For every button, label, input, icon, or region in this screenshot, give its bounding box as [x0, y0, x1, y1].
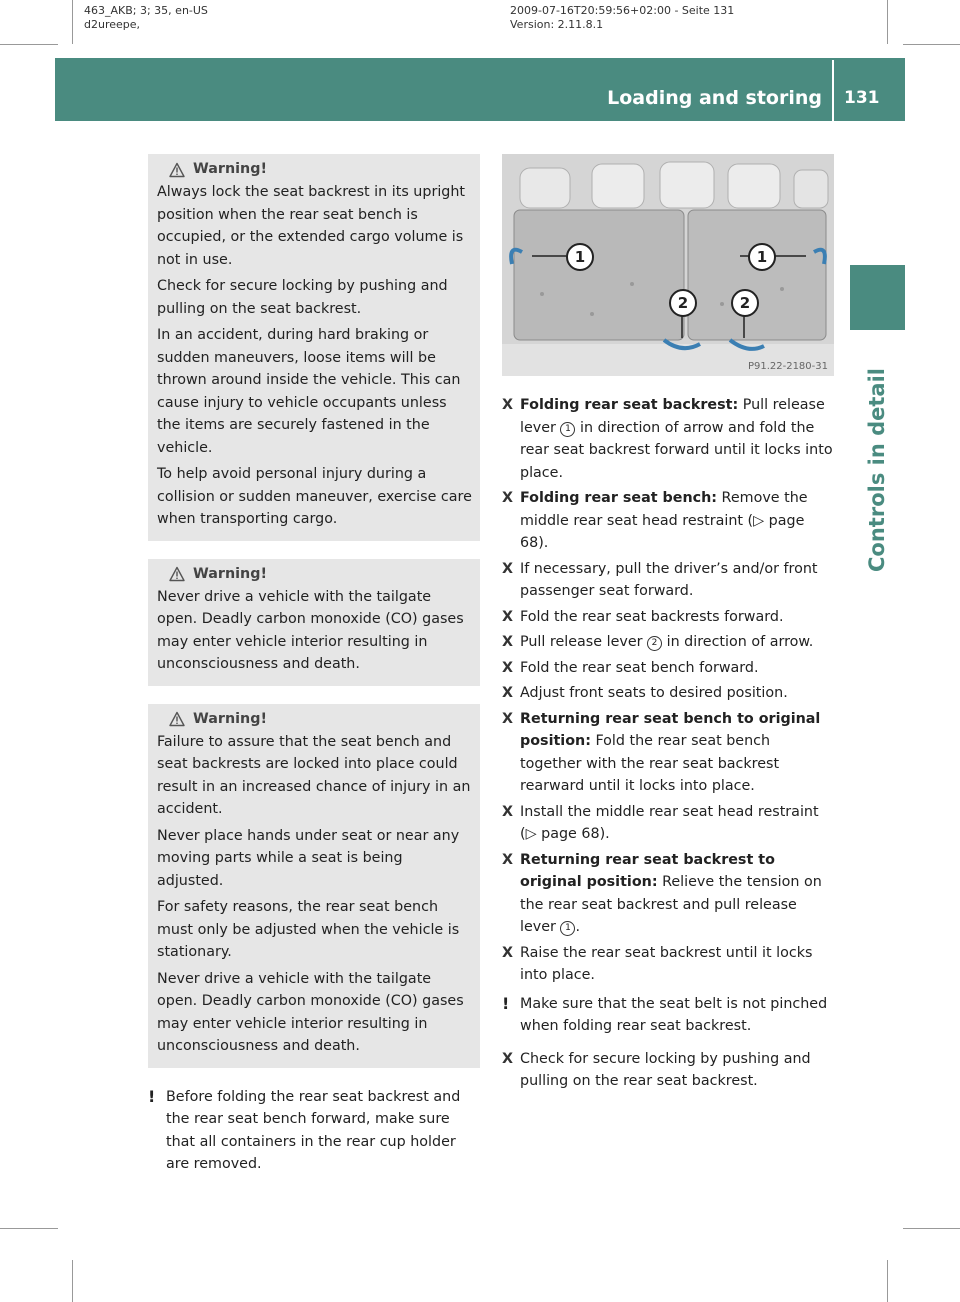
- step-arrow-icon: X: [502, 608, 514, 625]
- step-text: in direction of arrow and fold the rear seat backrest forward until it locks into place.: [520, 419, 833, 481]
- step-arrow-icon: X: [502, 803, 514, 820]
- meta-line: d2ureepe,: [84, 18, 141, 31]
- warning-title: Warning!: [193, 565, 267, 582]
- instruction-step: [502, 558, 834, 603]
- step-heading: Folding rear seat backrest:: [520, 397, 739, 413]
- instruction-step-text: [520, 606, 834, 629]
- meta-line: 463_AKB; 3; 35, en-US: [84, 4, 208, 17]
- header-divider: [832, 60, 834, 121]
- step-heading: Folding rear seat bench:: [520, 490, 718, 506]
- instruction-step-text: [520, 708, 834, 798]
- callout-2: [669, 289, 697, 317]
- caution-note-text: Before folding the rear seat backrest and the rear seat bench forward, make sure that all containers in the rear cup holder are removed.: [166, 1088, 461, 1172]
- step-arrow-icon: X: [502, 634, 514, 650]
- instruction-step-text: [520, 801, 834, 846]
- print-meta-right: [510, 4, 734, 32]
- exclamation-icon: !: [502, 993, 510, 1013]
- callout-label: 1: [756, 248, 768, 266]
- left-column: [148, 154, 480, 1176]
- instruction-step: [502, 631, 834, 654]
- right-column: [502, 154, 834, 1096]
- side-tab-label: Controls in detail: [865, 368, 889, 572]
- instruction-list: [502, 1048, 834, 1093]
- instruction-step-text: [520, 631, 834, 654]
- instruction-step: [502, 1048, 834, 1093]
- callout-2: [731, 289, 759, 317]
- step-arrow-icon: X: [502, 685, 514, 701]
- callout-label: 1: [574, 248, 586, 266]
- instruction-list: [502, 394, 834, 987]
- step-arrow-icon: X: [502, 710, 514, 727]
- warning-box: [148, 559, 480, 686]
- warning-heading: [157, 158, 472, 181]
- warning-text: Check for secure locking by pushing and pulling on the seat backrest.: [157, 278, 448, 317]
- warning-title: Warning!: [193, 710, 267, 727]
- callout-number: 2: [647, 636, 662, 651]
- instruction-step: [502, 682, 834, 705]
- step-text: Pull release lever: [520, 634, 648, 650]
- step-arrow-icon: X: [502, 1050, 514, 1067]
- step-arrow-icon: X: [502, 490, 514, 506]
- warning-triangle-icon: [169, 162, 185, 178]
- warning-text: For safety reasons, the rear seat bench must only be adjusted when the vehicle is stationary.: [157, 899, 460, 960]
- step-arrow-icon: X: [502, 851, 514, 868]
- caution-note-text: Make sure that the seat belt is not pinched when folding rear seat backrest.: [520, 995, 828, 1034]
- crop-mark: [903, 44, 960, 45]
- instruction-step: [502, 849, 834, 939]
- step-text: Pull release lever: [520, 397, 825, 436]
- step-arrow-icon: X: [502, 397, 514, 413]
- callout-number: 1: [560, 422, 575, 437]
- warning-text: Never drive a vehicle with the tailgate open. Deadly carbon monoxide (CO) gases may enter vehicle interior resulting in unconsciousness and death.: [157, 970, 464, 1054]
- warning-text: Never place hands under seat or near any moving parts while a seat is being adjusted.: [157, 827, 460, 889]
- section-title: Loading and storing: [607, 87, 822, 109]
- page-reference: ▷ page 68: [520, 512, 805, 551]
- step-text: Remove the middle rear seat head restraint (: [520, 490, 808, 529]
- step-text: Adjust front seats to desired position.: [520, 685, 788, 701]
- warning-box: [148, 154, 480, 541]
- instruction-step: [502, 606, 834, 629]
- side-tab-block: [850, 265, 905, 330]
- instruction-step-text: [520, 487, 834, 555]
- callout-1: [566, 243, 594, 271]
- crop-mark: [0, 1228, 58, 1229]
- callout-number: 1: [560, 921, 575, 936]
- warning-text: In an accident, during hard braking or sudden maneuvers, loose items will be thrown around inside the vehicle. This can cause injury to vehicle occupants unless the items are securely fastened in the vehicle.: [157, 327, 461, 456]
- step-heading: Returning rear seat backrest to original position:: [520, 851, 775, 890]
- instruction-step: [502, 942, 834, 987]
- warning-triangle-icon: [169, 711, 185, 727]
- step-text: in direction of arrow.: [662, 634, 814, 650]
- instruction-step-text: [520, 657, 834, 680]
- callout-1: [748, 243, 776, 271]
- figure-code: P91.22-2180-31: [747, 361, 828, 372]
- instruction-step-text: [520, 849, 834, 939]
- step-text: Raise the rear seat backrest until it locks into place.: [520, 944, 813, 983]
- step-text: Install the middle rear seat head restraint (: [520, 803, 819, 842]
- print-meta-left: [84, 4, 208, 32]
- instruction-step-text: [520, 394, 834, 484]
- crop-mark: [887, 0, 888, 44]
- instruction-step: [502, 394, 834, 484]
- warning-text: Never drive a vehicle with the tailgate open. Deadly carbon monoxide (CO) gases may enter vehicle interior resulting in unconsciousness and death.: [157, 588, 464, 672]
- instruction-step-text: [520, 942, 834, 987]
- step-heading: Returning rear seat bench to original position:: [520, 710, 821, 749]
- warning-heading: [157, 708, 472, 731]
- step-text: ).: [599, 826, 610, 842]
- warning-text: To help avoid personal injury during a collision or sudden maneuver, exercise care when transporting cargo.: [157, 466, 472, 527]
- step-arrow-icon: X: [502, 560, 514, 577]
- warning-text: Failure to assure that the seat bench and seat backrests are locked into place could result in an increased chance of injury in an accident.: [157, 733, 471, 817]
- crop-mark: [72, 0, 73, 44]
- warning-triangle-icon: [169, 566, 185, 582]
- step-text: Fold the rear seat bench forward.: [520, 659, 759, 676]
- step-text: If necessary, pull the driver’s and/or front passenger seat forward.: [520, 560, 818, 599]
- step-text: .: [575, 919, 580, 935]
- crop-mark: [903, 1228, 960, 1229]
- step-arrow-icon: X: [502, 944, 514, 961]
- step-text: Check for secure locking by pushing and pulling on the rear seat backrest.: [520, 1050, 811, 1089]
- callout-label: 2: [739, 294, 751, 312]
- step-text: Relieve the tension on the rear seat backrest and pull release lever: [520, 874, 822, 935]
- caution-note: [502, 993, 834, 1038]
- instruction-step: [502, 708, 834, 798]
- instruction-step-text: [520, 1048, 834, 1093]
- instruction-step-text: [520, 558, 834, 603]
- seat-photo: [502, 154, 834, 376]
- step-text: Fold the rear seat bench together with the rear seat backrest rearward until it locks into place.: [520, 733, 780, 794]
- crop-mark: [0, 44, 58, 45]
- callout-label: 2: [677, 294, 689, 312]
- step-text: ).: [538, 535, 549, 551]
- instruction-step: [502, 657, 834, 680]
- caution-note: [148, 1086, 480, 1176]
- crop-mark: [72, 1260, 73, 1302]
- instruction-step: [502, 801, 834, 846]
- page-reference: ▷ page 68: [525, 826, 600, 842]
- step-text: Fold the rear seat backrests forward.: [520, 608, 784, 625]
- meta-line: 2009-07-16T20:59:56+02:00 - Seite 131: [510, 4, 735, 17]
- warning-box: [148, 704, 480, 1068]
- meta-line: Version: 2.11.8.1: [510, 18, 604, 31]
- step-arrow-icon: X: [502, 659, 514, 676]
- rear-seat-illustration: [502, 154, 834, 376]
- warning-text: Always lock the seat backrest in its upright position when the rear seat bench is occupied, or the extended cargo volume is not in use.: [157, 184, 466, 268]
- instruction-step-text: [520, 682, 834, 705]
- crop-mark: [887, 1260, 888, 1302]
- warning-title: Warning!: [193, 161, 267, 178]
- page-number: 131: [844, 88, 880, 108]
- instruction-step: [502, 487, 834, 555]
- exclamation-icon: !: [148, 1086, 156, 1106]
- warning-heading: [157, 563, 472, 586]
